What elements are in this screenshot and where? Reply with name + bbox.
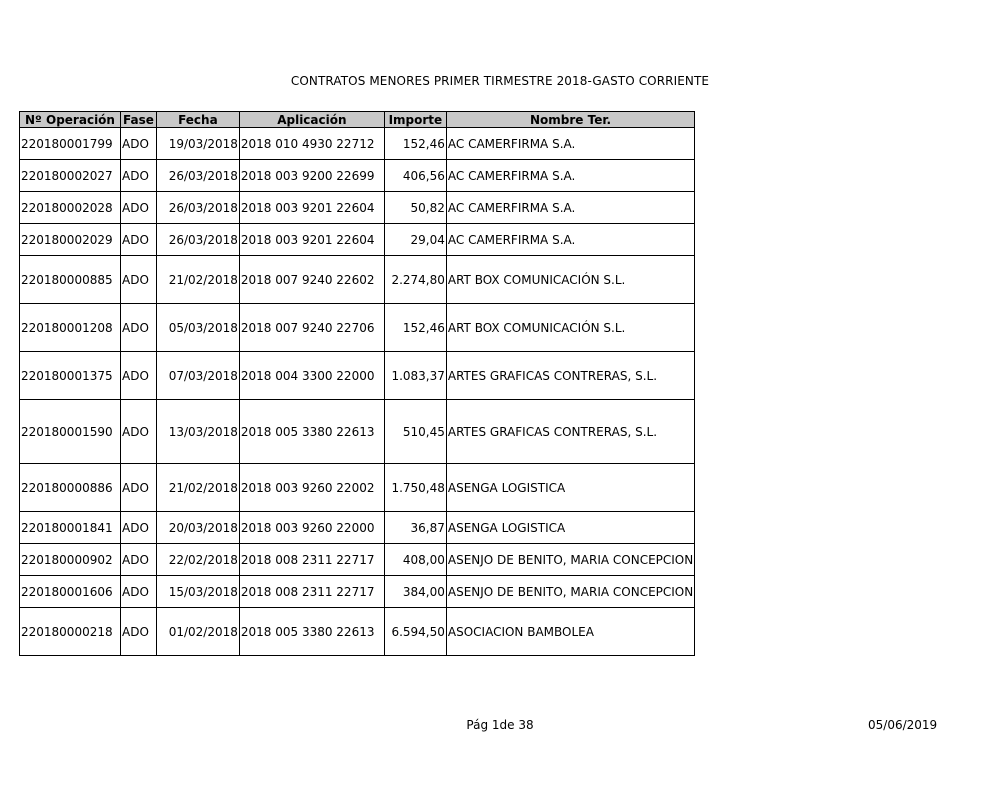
- cell-operacion: 220180000885: [20, 256, 121, 304]
- col-header-importe: Importe: [384, 112, 446, 128]
- cell-fecha: 15/03/2018: [156, 576, 239, 608]
- report-title: CONTRATOS MENORES PRIMER TIRMESTRE 2018-GASTO CORRIENTE: [290, 74, 710, 88]
- table-row: [20, 352, 695, 400]
- cell-fase: ADO: [121, 352, 157, 400]
- print-date: 05/06/2019: [868, 718, 938, 732]
- table-body: [20, 128, 695, 656]
- cell-fecha: 20/03/2018: [156, 512, 239, 544]
- cell-aplicacion: 2018 007 9240 22602: [239, 256, 384, 304]
- cell-fecha: 26/03/2018: [156, 192, 239, 224]
- cell-fase: ADO: [121, 128, 157, 160]
- cell-aplicacion: 2018 005 3380 22613: [239, 400, 384, 464]
- cell-operacion: 220180000886: [20, 464, 121, 512]
- table-row: [20, 160, 695, 192]
- cell-fecha: 21/02/2018: [156, 464, 239, 512]
- cell-nombre: ASOCIACION BAMBOLEA: [446, 608, 694, 656]
- cell-fecha: 26/03/2018: [156, 224, 239, 256]
- cell-fecha: 26/03/2018: [156, 160, 239, 192]
- cell-fase: ADO: [121, 192, 157, 224]
- cell-fase: ADO: [121, 464, 157, 512]
- cell-importe: 29,04: [384, 224, 446, 256]
- cell-fecha: 19/03/2018: [156, 128, 239, 160]
- cell-aplicacion: 2018 005 3380 22613: [239, 608, 384, 656]
- cell-operacion: 220180001799: [20, 128, 121, 160]
- cell-importe: 1.083,37: [384, 352, 446, 400]
- table-row: [20, 192, 695, 224]
- cell-importe: 408,00: [384, 544, 446, 576]
- table-row: [20, 224, 695, 256]
- cell-nombre: ARTES GRAFICAS CONTRERAS, S.L.: [446, 352, 694, 400]
- cell-fase: ADO: [121, 224, 157, 256]
- cell-aplicacion: 2018 008 2311 22717: [239, 576, 384, 608]
- cell-importe: 152,46: [384, 304, 446, 352]
- cell-nombre: ART BOX COMUNICACIÓN S.L.: [446, 256, 694, 304]
- cell-operacion: 220180001606: [20, 576, 121, 608]
- cell-fase: ADO: [121, 400, 157, 464]
- cell-aplicacion: 2018 003 9200 22699: [239, 160, 384, 192]
- cell-importe: 36,87: [384, 512, 446, 544]
- cell-fase: ADO: [121, 256, 157, 304]
- cell-operacion: 220180001375: [20, 352, 121, 400]
- cell-nombre: ASENJO DE BENITO, MARIA CONCEPCION: [446, 544, 694, 576]
- col-header-nombre: Nombre Ter.: [446, 112, 694, 128]
- cell-operacion: 220180002027: [20, 160, 121, 192]
- cell-operacion: 220180002029: [20, 224, 121, 256]
- cell-fase: ADO: [121, 160, 157, 192]
- cell-importe: 152,46: [384, 128, 446, 160]
- cell-operacion: 220180000218: [20, 608, 121, 656]
- col-header-aplicacion: Aplicación: [239, 112, 384, 128]
- cell-nombre: AC CAMERFIRMA S.A.: [446, 192, 694, 224]
- cell-nombre: ASENGA LOGISTICA: [446, 512, 694, 544]
- cell-nombre: AC CAMERFIRMA S.A.: [446, 224, 694, 256]
- cell-fecha: 13/03/2018: [156, 400, 239, 464]
- cell-aplicacion: 2018 010 4930 22712: [239, 128, 384, 160]
- table-header-row: [20, 112, 695, 128]
- table-row: [20, 464, 695, 512]
- cell-operacion: 220180001841: [20, 512, 121, 544]
- cell-nombre: ASENGA LOGISTICA: [446, 464, 694, 512]
- cell-importe: 384,00: [384, 576, 446, 608]
- cell-aplicacion: 2018 003 9260 22000: [239, 512, 384, 544]
- cell-operacion: 220180000902: [20, 544, 121, 576]
- cell-operacion: 220180001208: [20, 304, 121, 352]
- table-row: [20, 544, 695, 576]
- table-row: [20, 128, 695, 160]
- cell-aplicacion: 2018 003 9260 22002: [239, 464, 384, 512]
- cell-operacion: 220180001590: [20, 400, 121, 464]
- cell-importe: 2.274,80: [384, 256, 446, 304]
- cell-importe: 406,56: [384, 160, 446, 192]
- cell-nombre: ASENJO DE BENITO, MARIA CONCEPCION: [446, 576, 694, 608]
- cell-nombre: AC CAMERFIRMA S.A.: [446, 128, 694, 160]
- table-row: [20, 576, 695, 608]
- cell-importe: 1.750,48: [384, 464, 446, 512]
- cell-fecha: 07/03/2018: [156, 352, 239, 400]
- cell-nombre: ARTES GRAFICAS CONTRERAS, S.L.: [446, 400, 694, 464]
- table-row: [20, 608, 695, 656]
- cell-fecha: 01/02/2018: [156, 608, 239, 656]
- col-header-fase: Fase: [121, 112, 157, 128]
- cell-importe: 6.594,50: [384, 608, 446, 656]
- cell-nombre: ART BOX COMUNICACIÓN S.L.: [446, 304, 694, 352]
- col-header-operacion: Nº Operación: [20, 112, 121, 128]
- table-row: [20, 256, 695, 304]
- table-row: [20, 400, 695, 464]
- table-row: [20, 304, 695, 352]
- cell-aplicacion: 2018 003 9201 22604: [239, 192, 384, 224]
- cell-nombre: AC CAMERFIRMA S.A.: [446, 160, 694, 192]
- cell-fecha: 05/03/2018: [156, 304, 239, 352]
- cell-aplicacion: 2018 003 9201 22604: [239, 224, 384, 256]
- cell-fase: ADO: [121, 512, 157, 544]
- cell-fecha: 22/02/2018: [156, 544, 239, 576]
- cell-importe: 50,82: [384, 192, 446, 224]
- cell-fase: ADO: [121, 608, 157, 656]
- cell-operacion: 220180002028: [20, 192, 121, 224]
- cell-aplicacion: 2018 004 3300 22000: [239, 352, 384, 400]
- cell-fase: ADO: [121, 544, 157, 576]
- contracts-table: [19, 111, 695, 656]
- cell-fase: ADO: [121, 576, 157, 608]
- page-number: Pág 1de 38: [466, 718, 534, 732]
- col-header-fecha: Fecha: [156, 112, 239, 128]
- cell-importe: 510,45: [384, 400, 446, 464]
- cell-aplicacion: 2018 008 2311 22717: [239, 544, 384, 576]
- cell-fecha: 21/02/2018: [156, 256, 239, 304]
- cell-fase: ADO: [121, 304, 157, 352]
- table-row: [20, 512, 695, 544]
- cell-aplicacion: 2018 007 9240 22706: [239, 304, 384, 352]
